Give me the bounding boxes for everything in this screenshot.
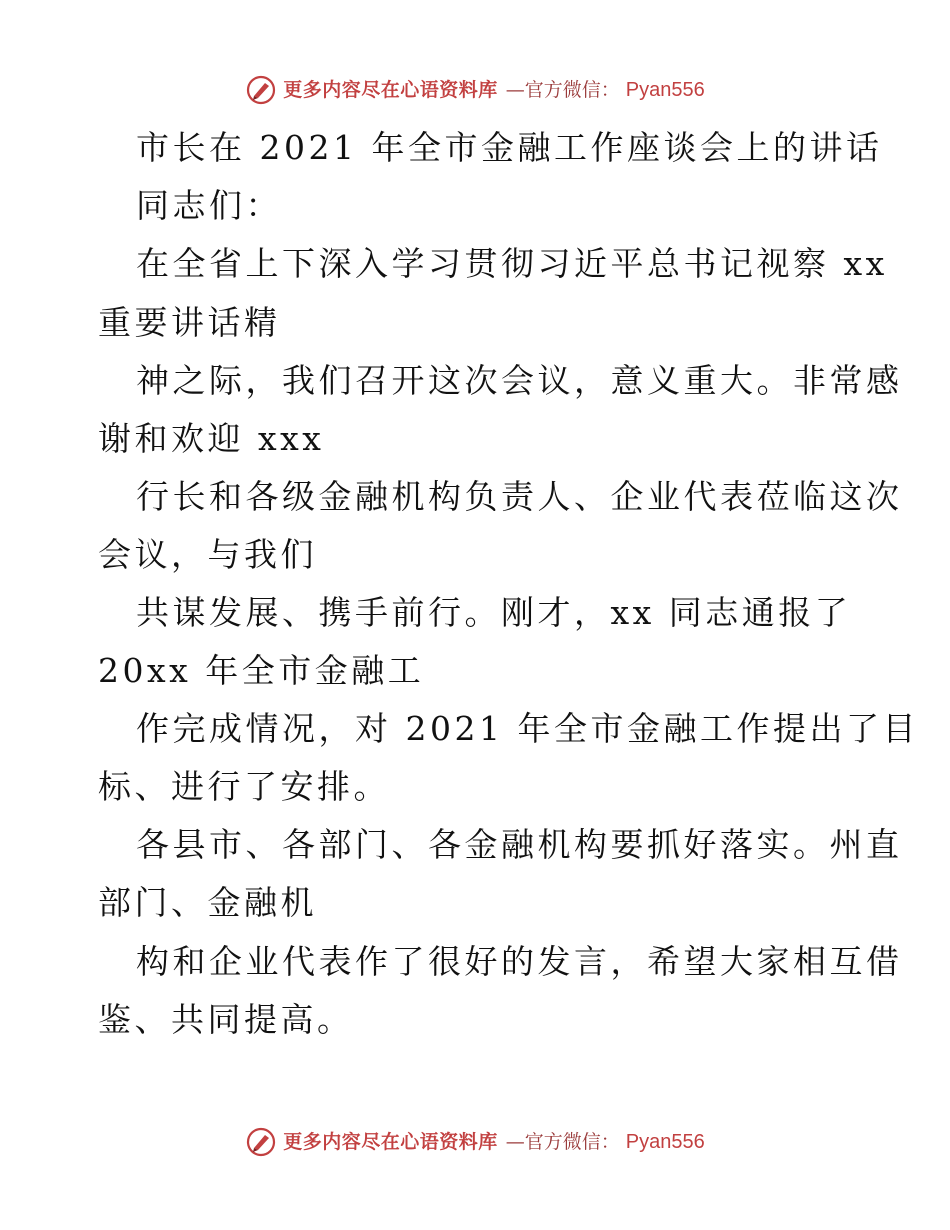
paragraph-line: 会议，与我们 bbox=[98, 535, 317, 574]
watermark-wechat-label: —官方微信： bbox=[505, 79, 620, 101]
pen-heart-icon bbox=[245, 1126, 277, 1158]
watermark-title: 更多内容尽在心语资料库 bbox=[283, 79, 498, 101]
watermark-wechat-id: Pyan556 bbox=[625, 79, 705, 101]
paragraph-line: 各县市、各部门、各金融机构要抓好落实。州直 bbox=[136, 825, 903, 864]
paragraph-line: 20xx 年全市金融工 bbox=[98, 651, 425, 690]
paragraph-line: 重要讲话精 bbox=[98, 303, 281, 342]
watermark-wechat-label: —官方微信： bbox=[505, 1131, 620, 1153]
paragraph-line: 标、进行了安排。 bbox=[98, 767, 390, 806]
paragraph-line: 谢和欢迎 xxx bbox=[98, 419, 325, 458]
paragraph-line: 构和企业代表作了很好的发言，希望大家相互借 bbox=[136, 942, 903, 981]
greeting: 同志们： bbox=[136, 186, 282, 225]
paragraph-line: 在全省上下深入学习贯彻习近平总书记视察 xx bbox=[136, 244, 888, 283]
paragraph-line: 作完成情况，对 2021 年全市金融工作提出了目 bbox=[136, 709, 919, 748]
paragraph-line: 神之际，我们召开这次会议，意义重大。非常感 bbox=[136, 361, 903, 400]
paragraph-line: 行长和各级金融机构负责人、企业代表莅临这次 bbox=[136, 477, 903, 516]
paragraph-line: 鉴、共同提高。 bbox=[98, 1000, 354, 1039]
header-watermark bbox=[0, 74, 950, 106]
paragraph-line: 共谋发展、携手前行。刚才，xx 同志通报了 bbox=[136, 593, 852, 632]
document-title: 市长在 2021 年全市金融工作座谈会上的讲话 bbox=[136, 128, 883, 167]
watermark-title: 更多内容尽在心语资料库 bbox=[283, 1131, 498, 1153]
pen-heart-icon bbox=[245, 74, 277, 106]
footer-watermark bbox=[0, 1126, 950, 1158]
watermark-wechat-id: Pyan556 bbox=[625, 1131, 705, 1153]
paragraph-line: 部门、金融机 bbox=[98, 883, 317, 922]
